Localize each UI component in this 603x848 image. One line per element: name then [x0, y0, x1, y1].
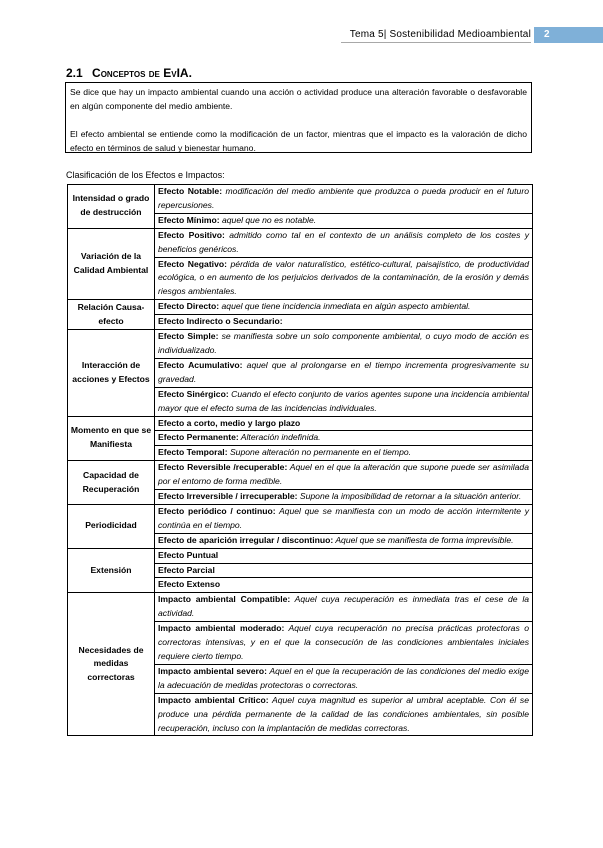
effect-term: Efecto Simple: [158, 331, 219, 342]
table-row [68, 416, 533, 431]
effect-term: Efecto Permanente: [158, 432, 239, 443]
table-row [68, 300, 533, 315]
table-row [68, 593, 533, 622]
effect-term: Efecto Indirecto o Secundario: [158, 316, 283, 327]
effect-cell [155, 490, 533, 505]
header-title: Tema 5| Sostenibilidad Medioambiental [349, 29, 531, 40]
effect-description: Aquel que se manifiesta de forma imprevisible. [333, 534, 514, 545]
effect-description: Aquel cuya magnitud es superior al umbral aceptable. Con él se produce una pérdida permanente de la calidad de las condiciones ambientales, sin posible recuperación, incluso con la implantación de medidas correctoras. [158, 694, 529, 733]
effect-term: Impacto ambiental Compatible: [158, 594, 291, 605]
effect-term: Efecto Temporal: [158, 447, 228, 458]
effect-term: Efecto Puntual [158, 549, 219, 560]
effect-description: aquel que no es notable. [219, 214, 317, 225]
effect-cell [155, 504, 533, 533]
effect-cell [155, 593, 533, 622]
table-row [68, 228, 533, 257]
effect-description: modificación del medio ambiente que produzca o pueda producir en el futuro repercusiones. [158, 186, 529, 210]
effect-term: Impacto ambiental severo: [158, 665, 267, 676]
effect-cell [155, 548, 533, 563]
definition-efecto: El efecto ambiental se entiende como la modificación de un factor, mientras que el impacto es la valoración de dicho efecto en términos de salud y bienestar humano. [70, 129, 527, 153]
effect-term: Efecto Extenso [158, 579, 221, 590]
effect-cell [155, 387, 533, 416]
effect-term: Efecto a corto, medio y largo plazo [158, 417, 301, 428]
effect-term: Efecto periódico / continuo: [158, 505, 276, 516]
category-cell: Interacción de acciones y Efectos [68, 330, 155, 416]
category-cell: Capacidad de Recuperación [68, 461, 155, 505]
effect-term: Efecto Parcial [158, 564, 215, 575]
effect-description: Aquel que se manifiesta con un modo de acción intermitente y continúa en el tiempo. [158, 505, 529, 530]
table-row [68, 330, 533, 359]
effect-cell [155, 257, 533, 300]
effect-cell [155, 213, 533, 228]
category-cell: Extensión [68, 548, 155, 593]
effect-description: pérdida de valor naturalístico, estético-cultural, paisajístico, de productividad ecológica, o en aumento de los perjuicios derivados de la contaminación, de la erosión y demás riesgos ambientales. [158, 258, 529, 297]
effect-cell [155, 228, 533, 257]
table-row [68, 504, 533, 533]
effect-term: Efecto Directo: [158, 301, 220, 312]
effect-description: Aquel cuya recuperación es inmediata tras el cese de la actividad. [158, 594, 530, 619]
effect-term: Efecto Mínimo: [158, 214, 220, 225]
effect-term: Efecto de aparición irregular / discontinuo: [158, 534, 334, 545]
effect-description: Supone alteración no permanente en el tiempo. [227, 447, 412, 458]
effect-cell [155, 563, 533, 578]
page-header [0, 25, 603, 45]
page-number: 2 [544, 29, 550, 40]
effect-term: Efecto Sinérgico: [158, 388, 229, 399]
effect-cell [155, 446, 533, 461]
definition-box [65, 82, 532, 153]
category-cell: Variación de la Calidad Ambiental [68, 228, 155, 300]
category-cell: Intensidad o grado de destrucción [68, 185, 155, 229]
effect-cell [155, 330, 533, 359]
effect-description: aquel que tiene incidencia inmediata en algún aspecto ambiental. [219, 301, 471, 312]
category-cell: Periodicidad [68, 504, 155, 548]
effect-cell [155, 533, 533, 548]
effect-cell [155, 315, 533, 330]
effect-cell [155, 578, 533, 593]
header-rule [341, 42, 531, 43]
effect-description: se manifiesta sobre un solo componente ambiental, o cuyo modo de acción es individualizado. [158, 331, 529, 355]
effect-term: Efecto Negativo: [158, 258, 227, 269]
category-cell: Relación Causa-efecto [68, 300, 155, 330]
page-number-badge [534, 27, 603, 43]
table-row [68, 548, 533, 563]
section-number: 2.1 [66, 66, 83, 80]
category-cell: Necesidades de medidas correctoras [68, 593, 155, 736]
section-title: Conceptos de EvIA. [92, 66, 192, 80]
effect-description: Cuando el efecto conjunto de varios agentes supone una incidencia ambiental mayor que el efecto suma de las incidencias individuales. [158, 388, 529, 413]
effect-cell [155, 693, 533, 736]
effect-term: Impacto ambiental Crítico: [158, 694, 269, 705]
classification-table-body [68, 185, 533, 736]
effect-term: Efecto Positivo: [158, 229, 225, 240]
effect-term: Efecto Irreversible / irrecuperable: [158, 491, 298, 502]
effect-description: aquel que al prolongarse en el tiempo incrementa progresivamente su gravedad. [158, 359, 529, 384]
effect-term: Efecto Acumulativo: [158, 359, 243, 370]
effect-cell [155, 300, 533, 315]
table-row [68, 461, 533, 490]
effect-term: Efecto Notable: [158, 186, 223, 196]
effect-description: Supone la imposibilidad de retornar a la situación anterior. [297, 491, 522, 502]
effect-cell [155, 461, 533, 490]
effect-description: Aquel cuya recuperación no precisa prácticas protectoras o correctoras intensivas, y en el que la consecución de las condiciones ambientales iniciales requiere cierto tiempo. [158, 623, 529, 661]
effect-cell [155, 664, 533, 693]
table-row [68, 185, 533, 214]
effect-term: Efecto Reversible /recuperable: [158, 462, 288, 473]
effect-cell [155, 431, 533, 446]
classification-table [67, 184, 533, 736]
effect-cell [155, 416, 533, 431]
effect-description: admitido como tal en el contexto de un análisis completo de los costes y beneficios genéricos. [158, 229, 529, 254]
effect-cell [155, 622, 533, 665]
table-caption: Clasificación de los Efectos e Impactos: [66, 170, 225, 180]
effect-cell [155, 358, 533, 387]
definition-impacto: Se dice que hay un impacto ambiental cuando una acción o actividad produce una alteración favorable o desfavorable en algún componente del medio ambiente. [70, 87, 527, 111]
effect-term: Impacto ambiental moderado: [158, 623, 285, 634]
effect-description: Aquel en el que la recuperación de las condiciones del medio exige la adecuación de medidas protectoras o correctoras. [158, 665, 529, 690]
effect-description: Aquel en el que la alteración que supone puede ser asimilada por el entorno de forma medible. [158, 462, 529, 487]
category-cell: Momento en que se Manifiesta [68, 416, 155, 461]
section-heading [66, 66, 192, 80]
effect-cell [155, 185, 533, 214]
effect-description: Alteración indefinida. [238, 432, 321, 443]
